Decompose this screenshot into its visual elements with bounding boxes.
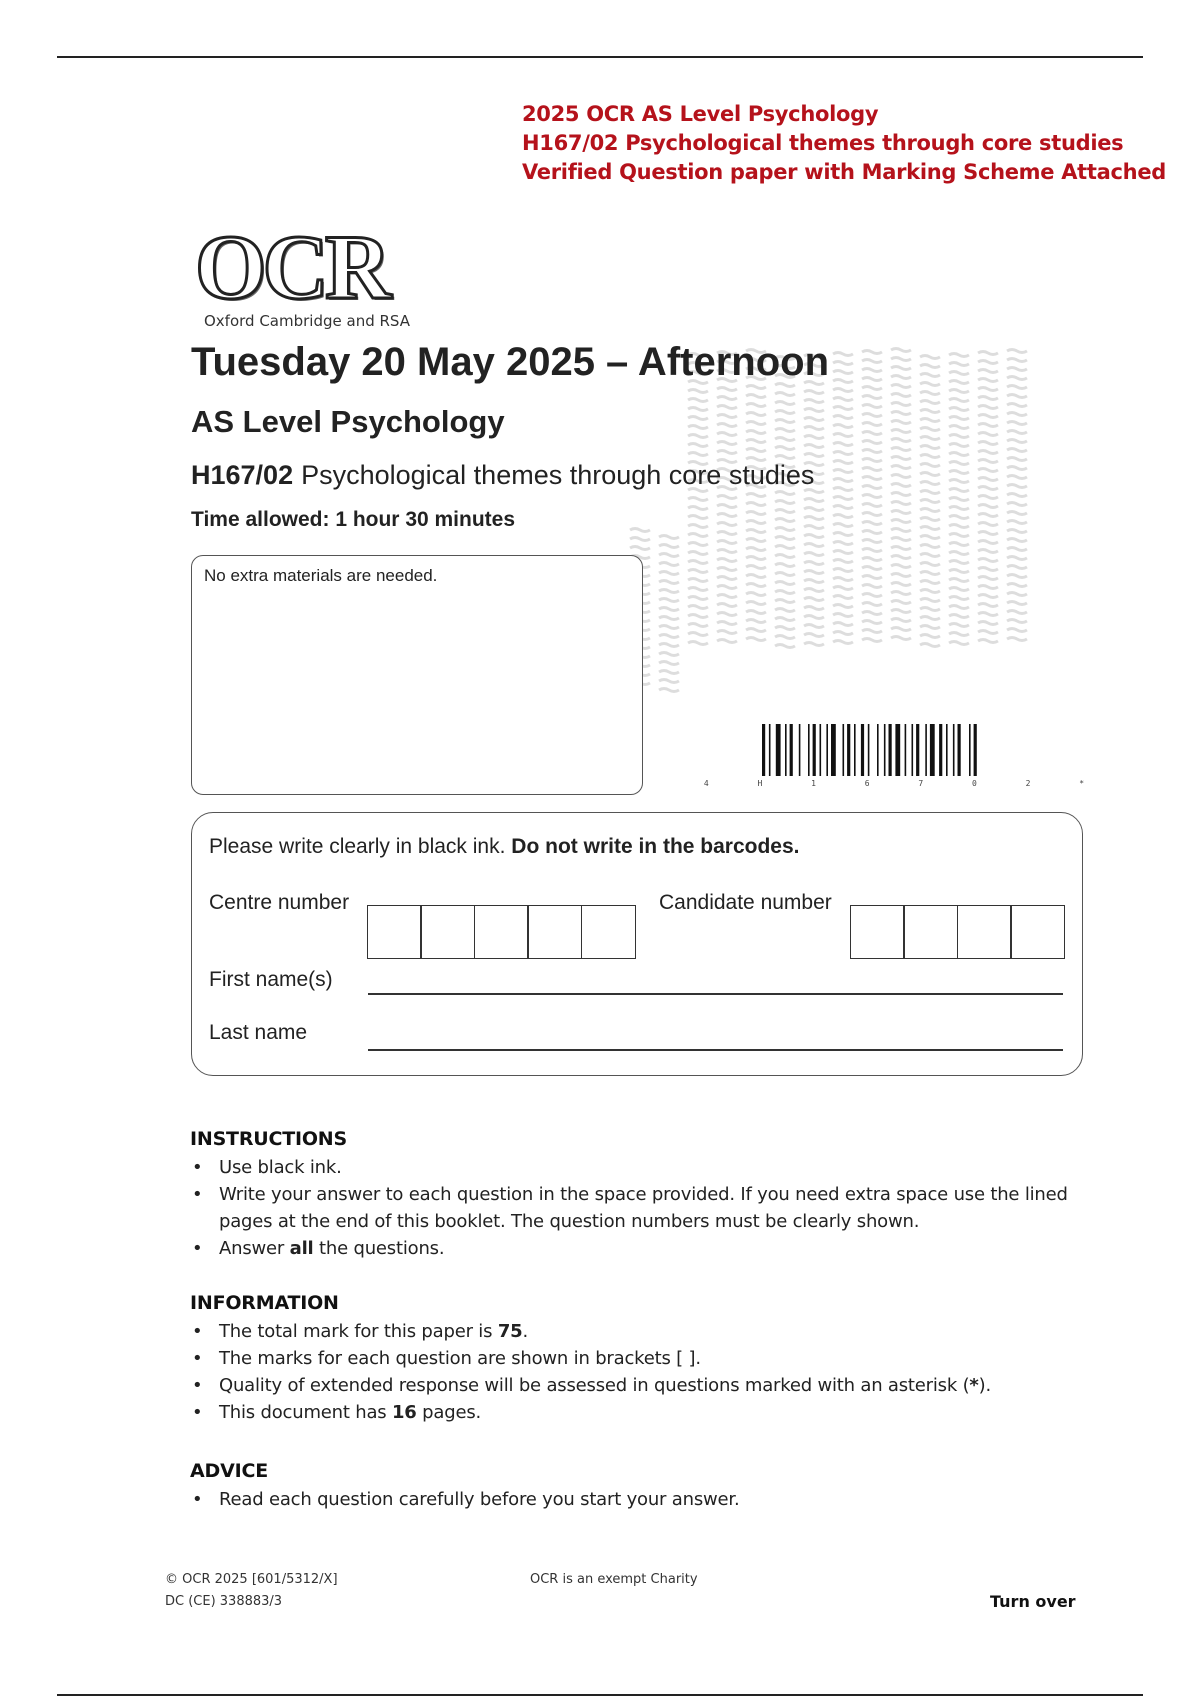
header-line-1: 2025 OCR AS Level Psychology xyxy=(522,102,879,126)
candidate-instruction xyxy=(209,835,800,859)
exam-code-title xyxy=(191,460,814,491)
advice-heading: ADVICE xyxy=(190,1460,268,1482)
barcode-digits: 4 H 1 6 7 0 2 * xyxy=(703,779,1107,788)
list-item: • Read each question carefully before you start your answer. xyxy=(192,1489,740,1510)
ocr-logo-subtitle: Oxford Cambridge and RSA xyxy=(204,312,410,330)
footer-charity: OCR is an exempt Charity xyxy=(530,1572,698,1587)
last-name-field[interactable] xyxy=(368,1049,1063,1051)
instruction-bold: Do not write in the barcodes. xyxy=(511,835,800,858)
ocr-logo-word: OCR xyxy=(195,216,388,318)
candidate-digit-box[interactable] xyxy=(903,905,958,959)
exam-date: Tuesday 20 May 2025 – Afternoon xyxy=(191,340,830,384)
centre-digit-box[interactable] xyxy=(420,905,475,959)
centre-digit-box[interactable] xyxy=(581,905,636,959)
ocr-logo xyxy=(195,216,410,330)
last-name-label: Last name xyxy=(209,1021,308,1044)
paper-title: Psychological themes through core studies xyxy=(301,460,815,490)
list-item: • Answer all the questions. xyxy=(192,1238,445,1259)
candidate-digit-box[interactable] xyxy=(850,905,905,959)
list-item: • The total mark for this paper is 75. xyxy=(192,1321,528,1342)
footer-copyright: © OCR 2025 [601/5312/X] xyxy=(165,1572,338,1587)
instruction-plain: Please write clearly in black ink. xyxy=(209,835,512,858)
materials-box xyxy=(191,555,643,795)
candidate-digit-box[interactable] xyxy=(957,905,1012,959)
information-list xyxy=(190,1318,1110,1426)
list-item: • The marks for each question are shown in brackets [ ]. xyxy=(192,1348,701,1369)
header-line-2: H167/02 Psychological themes through core studies xyxy=(522,131,1124,155)
first-name-field[interactable] xyxy=(368,993,1063,995)
candidate-details-box xyxy=(191,812,1083,1076)
information-heading: INFORMATION xyxy=(190,1292,339,1314)
instructions-heading: INSTRUCTIONS xyxy=(190,1128,347,1150)
barcode xyxy=(703,724,1107,788)
exam-level: AS Level Psychology xyxy=(191,404,505,439)
centre-number-label: Centre number xyxy=(209,891,350,914)
red-header-block xyxy=(522,100,1166,187)
time-allowed: Time allowed: 1 hour 30 minutes xyxy=(191,508,516,531)
centre-digit-box[interactable] xyxy=(474,905,529,959)
first-name-label: First name(s) xyxy=(209,968,333,991)
header-line-3: Verified Question paper with Marking Scheme Attached xyxy=(522,160,1166,184)
bottom-rule xyxy=(57,1694,1143,1696)
materials-text: No extra materials are needed. xyxy=(204,566,438,585)
candidate-number-label: Candidate number xyxy=(659,891,832,914)
list-item: • Write your answer to each question in the space provided. If you need extra space use the lined pages at the end of this booklet. The question numbers must be clearly shown. xyxy=(192,1184,1068,1232)
exam-code: H167/02 xyxy=(191,460,294,490)
footer-ref: DC (CE) 338883/3 xyxy=(165,1594,283,1609)
instructions-list xyxy=(190,1154,1110,1262)
candidate-digit-box[interactable] xyxy=(1010,905,1065,959)
security-watermark-pattern xyxy=(620,350,1040,690)
list-item: • Use black ink. xyxy=(192,1157,342,1178)
top-rule xyxy=(57,56,1143,58)
centre-digit-box[interactable] xyxy=(367,905,422,959)
advice-list xyxy=(190,1486,1110,1513)
centre-digit-box[interactable] xyxy=(527,905,582,959)
centre-number-boxes[interactable] xyxy=(368,905,636,959)
list-item: • Quality of extended response will be assessed in questions marked with an asterisk (*). xyxy=(192,1375,991,1396)
list-item: • This document has 16 pages. xyxy=(192,1402,482,1423)
turn-over-label: Turn over xyxy=(990,1592,1076,1611)
candidate-number-boxes[interactable] xyxy=(851,905,1065,959)
